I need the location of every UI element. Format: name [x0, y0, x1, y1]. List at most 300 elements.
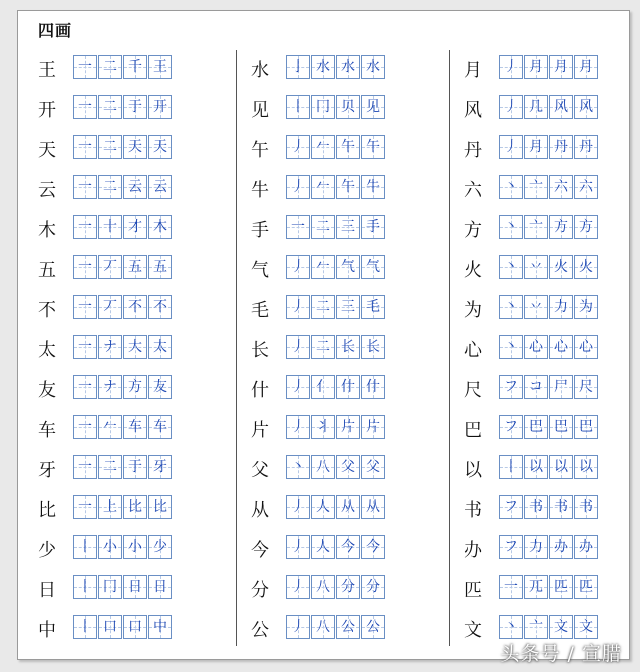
stroke-step-cell — [148, 335, 172, 359]
stroke-step-glyph: 以 — [579, 459, 593, 475]
character-row — [30, 572, 230, 612]
character-row — [30, 492, 230, 532]
stroke-step-glyph: 尸 — [554, 379, 568, 395]
stroke-step-cell — [336, 415, 360, 439]
stroke-order-grid — [73, 575, 173, 599]
stroke-step-glyph: 气 — [341, 259, 355, 275]
stroke-step-glyph: 水 — [341, 59, 355, 75]
stroke-step-cell — [574, 55, 598, 79]
stroke-step-cell — [148, 535, 172, 559]
stroke-step-glyph: 父 — [341, 459, 355, 475]
character-label: 火 — [464, 260, 482, 281]
character-label: 五 — [38, 260, 56, 281]
stroke-step-cell — [336, 135, 360, 159]
stroke-step-cell — [311, 535, 335, 559]
stroke-step-cell — [148, 135, 172, 159]
stroke-step-glyph: 几 — [529, 99, 543, 115]
stroke-step-cell — [311, 375, 335, 399]
stroke-step-cell — [98, 375, 122, 399]
character-label: 气 — [251, 260, 269, 281]
character-label: 毛 — [251, 300, 269, 321]
stroke-step-glyph: 二 — [316, 219, 330, 235]
stroke-step-cell — [123, 295, 147, 319]
stroke-step-glyph: 丷 — [529, 299, 543, 315]
stroke-order-grid — [73, 415, 173, 439]
stroke-order-grid — [499, 255, 599, 279]
stroke-step-cell — [574, 215, 598, 239]
stroke-order-grid — [73, 55, 173, 79]
stroke-step-glyph: 丨 — [78, 539, 92, 555]
stroke-step-cell — [361, 95, 385, 119]
stroke-step-glyph: 力 — [554, 299, 568, 315]
stroke-order-grid — [499, 415, 599, 439]
stroke-step-cell — [311, 615, 335, 639]
character-row — [456, 52, 640, 92]
stroke-step-cell — [311, 55, 335, 79]
stroke-step-cell — [499, 255, 523, 279]
stroke-step-cell — [524, 215, 548, 239]
stroke-step-cell — [499, 575, 523, 599]
character-row — [456, 492, 640, 532]
character-row — [30, 372, 230, 412]
stroke-order-grid — [499, 375, 599, 399]
character-row — [456, 172, 640, 212]
character-label: 车 — [38, 420, 56, 441]
stroke-step-cell — [73, 415, 97, 439]
stroke-step-cell — [123, 55, 147, 79]
stroke-step-cell — [148, 615, 172, 639]
stroke-step-glyph: 方 — [554, 219, 568, 235]
stroke-step-cell — [574, 455, 598, 479]
stroke-step-cell — [311, 95, 335, 119]
page-title: 四画 — [38, 21, 73, 40]
stroke-order-grid — [73, 615, 173, 639]
stroke-step-glyph: 一 — [78, 139, 92, 155]
character-row — [30, 412, 230, 452]
stroke-step-glyph: 心 — [554, 339, 568, 355]
character-row — [243, 372, 443, 412]
stroke-step-glyph: 气 — [366, 259, 380, 275]
stroke-step-glyph: 冂 — [103, 579, 117, 595]
stroke-step-glyph: 云 — [128, 179, 142, 195]
character-label: 文 — [464, 620, 482, 641]
stroke-step-cell — [286, 135, 310, 159]
stroke-order-grid — [286, 575, 386, 599]
stroke-step-glyph: 太 — [153, 339, 167, 355]
stroke-step-cell — [123, 135, 147, 159]
character-row — [456, 332, 640, 372]
stroke-step-cell — [524, 415, 548, 439]
stroke-step-glyph: コ — [529, 379, 543, 395]
character-label: 手 — [251, 220, 269, 241]
stroke-step-glyph: 开 — [153, 99, 167, 115]
character-row — [243, 532, 443, 572]
stroke-step-glyph: 风 — [554, 99, 568, 115]
character-row — [30, 172, 230, 212]
character-row — [243, 132, 443, 172]
stroke-step-cell — [574, 175, 598, 199]
stroke-step-glyph: 人 — [316, 499, 330, 515]
stroke-step-glyph: 心 — [529, 339, 543, 355]
stroke-step-cell — [549, 55, 573, 79]
character-label: 见 — [251, 100, 269, 121]
stroke-step-cell — [499, 335, 523, 359]
stroke-step-cell — [123, 535, 147, 559]
stroke-step-glyph: 口 — [128, 619, 142, 635]
character-label: 少 — [38, 540, 56, 561]
stroke-step-glyph: 亠 — [529, 179, 543, 195]
stroke-step-glyph: 二 — [103, 99, 117, 115]
stroke-order-grid — [499, 295, 599, 319]
stroke-step-glyph: 一 — [78, 339, 92, 355]
stroke-step-glyph: 丶 — [504, 219, 518, 235]
stroke-step-glyph: 丶 — [291, 459, 305, 475]
stroke-step-glyph: 口 — [103, 619, 117, 635]
stroke-step-cell — [148, 175, 172, 199]
stroke-step-cell — [549, 415, 573, 439]
character-row — [456, 132, 640, 172]
stroke-step-glyph: 分 — [366, 579, 380, 595]
stroke-step-glyph: 火 — [579, 259, 593, 275]
stroke-step-glyph: 片 — [341, 419, 355, 435]
character-row — [456, 532, 640, 572]
stroke-step-glyph: 为 — [579, 299, 593, 315]
stroke-step-cell — [73, 95, 97, 119]
stroke-step-glyph: 午 — [366, 139, 380, 155]
character-label: 牙 — [38, 460, 56, 481]
stroke-step-glyph: 牙 — [153, 459, 167, 475]
stroke-step-cell — [123, 575, 147, 599]
stroke-step-glyph: 千 — [128, 59, 142, 75]
stroke-step-glyph: 毛 — [366, 299, 380, 315]
character-label: 片 — [251, 420, 269, 441]
stroke-step-cell — [574, 415, 598, 439]
stroke-order-grid — [286, 615, 386, 639]
character-row — [456, 92, 640, 132]
stroke-step-glyph: 五 — [128, 259, 142, 275]
stroke-step-cell — [499, 55, 523, 79]
stroke-step-glyph: 书 — [554, 499, 568, 515]
stroke-step-glyph: フ — [504, 539, 518, 555]
character-label: 友 — [38, 380, 56, 401]
stroke-step-cell — [549, 295, 573, 319]
stroke-step-glyph: 丿 — [291, 539, 305, 555]
stroke-step-glyph: 一 — [78, 59, 92, 75]
stroke-step-glyph: 午 — [341, 179, 355, 195]
stroke-step-glyph: 丶 — [504, 339, 518, 355]
character-row — [456, 292, 640, 332]
character-row — [243, 572, 443, 612]
stroke-step-glyph: 中 — [153, 619, 167, 635]
character-label: 比 — [38, 500, 56, 521]
stroke-order-grid — [286, 535, 386, 559]
stroke-step-glyph: 丨 — [504, 459, 518, 475]
stroke-step-cell — [123, 335, 147, 359]
character-label: 丹 — [464, 140, 482, 161]
stroke-step-cell — [148, 255, 172, 279]
character-label: 不 — [38, 300, 56, 321]
character-label: 中 — [38, 620, 56, 641]
stroke-step-cell — [549, 615, 573, 639]
stroke-step-glyph: 丿 — [291, 299, 305, 315]
character-row — [456, 572, 640, 612]
stroke-step-cell — [98, 215, 122, 239]
stroke-step-cell — [361, 375, 385, 399]
stroke-step-cell — [361, 575, 385, 599]
character-label: 以 — [464, 460, 482, 481]
stroke-step-glyph: 冂 — [316, 99, 330, 115]
stroke-order-grid — [499, 535, 599, 559]
character-label: 方 — [464, 220, 482, 241]
stroke-step-cell — [574, 495, 598, 519]
stroke-step-cell — [311, 215, 335, 239]
character-label: 天 — [38, 140, 56, 161]
column-divider — [449, 50, 450, 646]
stroke-step-cell — [98, 95, 122, 119]
stroke-step-cell — [524, 615, 548, 639]
stroke-step-glyph: 五 — [153, 259, 167, 275]
stroke-step-cell — [524, 455, 548, 479]
stroke-step-cell — [286, 615, 310, 639]
stroke-step-cell — [286, 175, 310, 199]
stroke-step-cell — [148, 455, 172, 479]
character-label: 父 — [251, 460, 269, 481]
stroke-step-cell — [148, 495, 172, 519]
character-row — [30, 532, 230, 572]
stroke-step-glyph: 于 — [128, 99, 142, 115]
stroke-order-grid — [499, 55, 599, 79]
stroke-step-cell — [524, 335, 548, 359]
stroke-step-glyph: 一 — [504, 579, 518, 595]
stroke-step-glyph: 亠 — [529, 619, 543, 635]
stroke-step-cell — [98, 335, 122, 359]
stroke-step-cell — [123, 175, 147, 199]
stroke-step-glyph: 丿 — [504, 59, 518, 75]
stroke-step-cell — [524, 135, 548, 159]
stroke-step-glyph: 火 — [554, 259, 568, 275]
stroke-step-cell — [574, 335, 598, 359]
stroke-step-glyph: 丶 — [504, 179, 518, 195]
stroke-step-cell — [311, 455, 335, 479]
stroke-step-cell — [98, 255, 122, 279]
stroke-step-glyph: 以 — [529, 459, 543, 475]
stroke-step-cell — [148, 575, 172, 599]
stroke-step-glyph: 丿 — [291, 339, 305, 355]
stroke-step-cell — [73, 295, 97, 319]
stroke-step-glyph: 水 — [366, 59, 380, 75]
stroke-step-cell — [549, 175, 573, 199]
character-label: 云 — [38, 180, 56, 201]
stroke-step-glyph: 丿 — [291, 499, 305, 515]
stroke-step-cell — [311, 255, 335, 279]
stroke-step-cell — [336, 255, 360, 279]
stroke-step-cell — [123, 95, 147, 119]
stroke-step-glyph: 天 — [128, 139, 142, 155]
stroke-step-glyph: フ — [504, 419, 518, 435]
character-label: 水 — [251, 60, 269, 81]
stroke-order-grid — [499, 95, 599, 119]
stroke-step-cell — [524, 535, 548, 559]
stroke-step-glyph: 巴 — [579, 419, 593, 435]
stroke-step-cell — [73, 215, 97, 239]
stroke-step-glyph: 丹 — [554, 139, 568, 155]
stroke-order-grid — [499, 175, 599, 199]
stroke-step-glyph: 水 — [316, 59, 330, 75]
stroke-order-grid — [73, 495, 173, 519]
stroke-step-glyph: 二 — [103, 459, 117, 475]
stroke-step-cell — [148, 95, 172, 119]
stroke-step-cell — [524, 375, 548, 399]
stroke-step-cell — [286, 295, 310, 319]
stroke-step-glyph: 方 — [579, 219, 593, 235]
stroke-step-cell — [361, 295, 385, 319]
stroke-step-glyph: 丿 — [291, 619, 305, 635]
stroke-step-glyph: 方 — [128, 379, 142, 395]
stroke-step-glyph: 兀 — [529, 579, 543, 595]
stroke-step-glyph: 人 — [316, 539, 330, 555]
character-row — [30, 212, 230, 252]
stroke-step-glyph: 木 — [153, 219, 167, 235]
stroke-order-grid — [286, 95, 386, 119]
stroke-order-grid — [499, 335, 599, 359]
stroke-step-cell — [286, 335, 310, 359]
character-label: 太 — [38, 340, 56, 361]
stroke-step-cell — [361, 135, 385, 159]
stroke-step-cell — [98, 415, 122, 439]
stroke-step-glyph: 什 — [366, 379, 380, 395]
stroke-step-cell — [574, 575, 598, 599]
stroke-step-cell — [123, 255, 147, 279]
stroke-step-glyph: 什 — [341, 379, 355, 395]
stroke-step-glyph: 丨 — [78, 619, 92, 635]
stroke-step-cell — [499, 415, 523, 439]
stroke-order-grid — [73, 535, 173, 559]
stroke-step-cell — [361, 215, 385, 239]
stroke-step-glyph: 丆 — [103, 299, 117, 315]
stroke-step-glyph: 丿 — [291, 139, 305, 155]
stroke-step-glyph: 今 — [341, 539, 355, 555]
stroke-step-cell — [549, 135, 573, 159]
stroke-step-glyph: 八 — [316, 579, 330, 595]
stroke-step-glyph: 丶 — [504, 259, 518, 275]
character-label: 王 — [38, 60, 56, 81]
stroke-step-cell — [499, 375, 523, 399]
stroke-step-cell — [286, 55, 310, 79]
stroke-step-glyph: 心 — [579, 339, 593, 355]
stroke-step-glyph: 丿 — [291, 579, 305, 595]
stroke-step-glyph: 巴 — [554, 419, 568, 435]
stroke-step-glyph: 月 — [579, 59, 593, 75]
stroke-step-cell — [574, 375, 598, 399]
stroke-step-cell — [524, 175, 548, 199]
stroke-step-cell — [549, 335, 573, 359]
stroke-step-glyph: 𠂉 — [103, 419, 117, 435]
character-label: 月 — [464, 60, 482, 81]
character-row — [243, 412, 443, 452]
stroke-step-glyph: 天 — [153, 139, 167, 155]
stroke-step-cell — [336, 455, 360, 479]
character-row — [30, 132, 230, 172]
stroke-step-cell — [549, 375, 573, 399]
stroke-step-cell — [336, 495, 360, 519]
stroke-order-grid — [73, 175, 173, 199]
stroke-step-glyph: 丿 — [291, 179, 305, 195]
character-label: 巴 — [464, 420, 482, 441]
stroke-step-cell — [98, 455, 122, 479]
stroke-step-cell — [311, 495, 335, 519]
stroke-step-cell — [73, 575, 97, 599]
stroke-order-grid — [73, 95, 173, 119]
stroke-order-grid — [73, 215, 173, 239]
stroke-step-cell — [549, 95, 573, 119]
stroke-step-cell — [499, 615, 523, 639]
stroke-step-glyph: 才 — [128, 219, 142, 235]
character-label: 为 — [464, 300, 482, 321]
stroke-step-glyph: 一 — [78, 299, 92, 315]
stroke-step-glyph: 丬 — [316, 419, 330, 435]
stroke-step-cell — [361, 415, 385, 439]
stroke-step-glyph: 一 — [78, 99, 92, 115]
stroke-step-glyph: 六 — [579, 179, 593, 195]
character-label: 开 — [38, 100, 56, 121]
stroke-order-grid — [286, 375, 386, 399]
stroke-step-cell — [148, 295, 172, 319]
stroke-step-cell — [499, 295, 523, 319]
stroke-step-glyph: 公 — [341, 619, 355, 635]
character-row — [243, 52, 443, 92]
stroke-step-cell — [574, 535, 598, 559]
stroke-step-cell — [73, 455, 97, 479]
stroke-step-glyph: 今 — [366, 539, 380, 555]
stroke-step-cell — [361, 455, 385, 479]
stroke-step-cell — [524, 495, 548, 519]
stroke-step-glyph: 少 — [153, 539, 167, 555]
stroke-step-cell — [311, 335, 335, 359]
stroke-step-cell — [286, 375, 310, 399]
stroke-step-cell — [549, 535, 573, 559]
stroke-step-glyph: 云 — [153, 179, 167, 195]
stroke-step-glyph: フ — [504, 379, 518, 395]
character-row — [30, 292, 230, 332]
stroke-step-cell — [574, 95, 598, 119]
stroke-step-cell — [286, 95, 310, 119]
stroke-step-cell — [286, 415, 310, 439]
stroke-step-glyph: 牛 — [366, 179, 380, 195]
stroke-step-glyph: 一 — [291, 219, 305, 235]
stroke-step-cell — [361, 335, 385, 359]
stroke-step-cell — [286, 495, 310, 519]
stroke-step-cell — [336, 55, 360, 79]
stroke-step-cell — [123, 455, 147, 479]
character-label: 书 — [464, 500, 482, 521]
stroke-step-glyph: 尺 — [579, 379, 593, 395]
character-row — [243, 172, 443, 212]
character-label: 长 — [251, 340, 269, 361]
stroke-step-glyph: 书 — [579, 499, 593, 515]
stroke-step-cell — [574, 615, 598, 639]
stroke-step-glyph: 长 — [341, 339, 355, 355]
stroke-step-cell — [73, 535, 97, 559]
stroke-step-glyph: 父 — [366, 459, 380, 475]
stroke-order-grid — [73, 375, 173, 399]
character-row — [456, 252, 640, 292]
stroke-step-glyph: 上 — [103, 499, 117, 515]
stroke-step-cell — [336, 335, 360, 359]
stroke-step-glyph: 亻 — [316, 379, 330, 395]
stroke-step-cell — [524, 575, 548, 599]
stroke-step-cell — [286, 535, 310, 559]
stroke-order-grid — [499, 215, 599, 239]
